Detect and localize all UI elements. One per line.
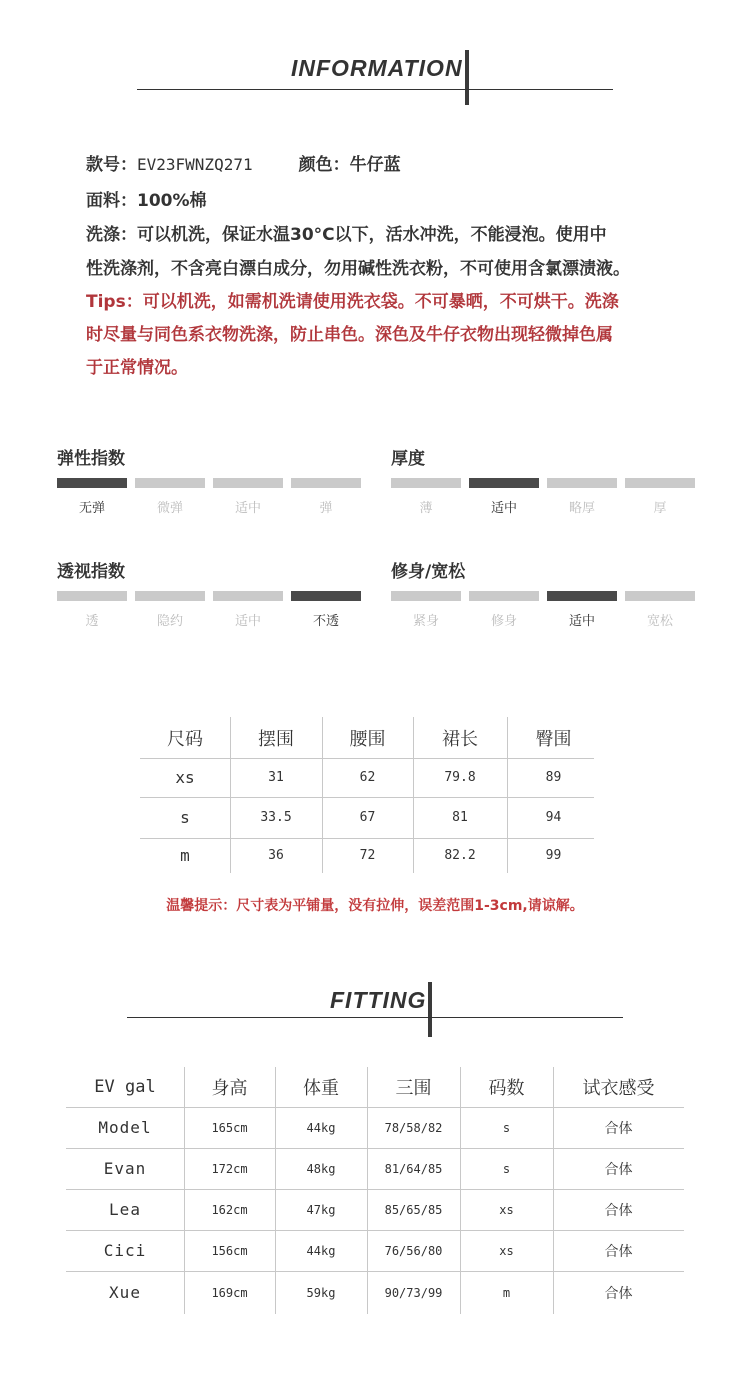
color-label: 颜色： — [298, 155, 350, 175]
fitting-table-header: 三围 — [395, 1078, 432, 1099]
fitting-table-cell: 44kg — [306, 1243, 336, 1258]
fitting-table-cell: 165cm — [211, 1120, 248, 1135]
table-column-divider — [230, 717, 231, 873]
fitting-table-header: 体重 — [303, 1078, 339, 1099]
table-row-divider — [66, 1271, 684, 1272]
table-column-divider — [553, 1067, 554, 1314]
table-column-divider — [460, 1067, 461, 1314]
table-row-divider — [140, 797, 594, 798]
fitting-table-cell: 59kg — [306, 1285, 336, 1300]
info-fabric: 面料：100%棉 — [86, 191, 207, 211]
fitting-table-header: EV gal — [94, 1077, 156, 1097]
fitting-table-cell: 81/64/85 — [384, 1161, 443, 1176]
rating-thickness — [391, 444, 696, 524]
rating-label: 修身 — [490, 614, 517, 629]
rating-label-selected: 适中 — [490, 501, 517, 516]
rating-segment — [291, 478, 361, 488]
rating-segment — [625, 591, 695, 601]
rating-segment — [213, 591, 283, 601]
table-column-divider — [322, 717, 323, 873]
fitting-table-name: Cici — [103, 1241, 147, 1260]
information-divider — [137, 89, 613, 90]
fitting-table-cell: 85/65/85 — [384, 1202, 443, 1217]
fitting-table-cell: 合体 — [604, 1161, 633, 1178]
table-row-divider — [140, 838, 594, 839]
fitting-table-header: 试衣感受 — [582, 1078, 655, 1099]
style-label: 款号： — [86, 155, 137, 175]
table-row-divider — [66, 1107, 684, 1108]
fitting-table-cell: 合体 — [604, 1243, 633, 1260]
size-table-cell: 62 — [359, 770, 376, 785]
fitting-table-cell: 48kg — [306, 1161, 336, 1176]
fitting-table-cell: 156cm — [211, 1243, 248, 1258]
fitting-table-cell: m — [502, 1285, 511, 1300]
size-table-cell: 33.5 — [260, 810, 292, 825]
size-table-row-label: m — [180, 846, 190, 865]
size-table-cell: 82.2 — [444, 848, 476, 863]
size-table-header: 摆围 — [258, 728, 294, 750]
rating-segment — [213, 478, 283, 488]
fitting-table-cell: 169cm — [211, 1285, 248, 1300]
fitting-table-cell: s — [502, 1120, 511, 1135]
fitting-table-cell: 162cm — [211, 1202, 248, 1217]
size-table-header: 臀围 — [535, 728, 572, 750]
size-table-cell: 99 — [545, 848, 562, 863]
rating-elasticity — [57, 444, 362, 524]
rating-title: 弹性指数 — [57, 449, 125, 469]
rating-fit — [391, 557, 696, 637]
rating-title: 厚度 — [391, 449, 425, 469]
size-table-header: 腰围 — [349, 728, 386, 750]
table-column-divider — [184, 1067, 185, 1314]
fitting-table-cell: 47kg — [306, 1202, 336, 1217]
fitting-table-cell: 76/56/80 — [384, 1243, 443, 1258]
fitting-title: FITTING — [330, 987, 427, 1013]
rating-label: 适中 — [234, 614, 261, 629]
size-table-cell: 31 — [268, 770, 284, 785]
rating-label: 宽松 — [646, 614, 673, 629]
rating-transparency — [57, 557, 362, 637]
size-table-row-label: xs — [175, 768, 195, 787]
rating-segment-selected — [547, 591, 617, 601]
fitting-table-cell: 合体 — [604, 1120, 633, 1137]
information-title-bar — [465, 50, 469, 105]
size-table-cell: 89 — [545, 770, 562, 785]
rating-segment — [135, 478, 205, 488]
table-column-divider — [275, 1067, 276, 1314]
info-wash-line-1: 洗涤：可以机洗，保证水温30°C以下，活水冲洗，不能浸泡。使用中 — [86, 225, 607, 245]
rating-label: 薄 — [419, 501, 433, 516]
color-value: 牛仔蓝 — [349, 155, 401, 175]
table-column-divider — [507, 717, 508, 873]
rating-segment-selected — [57, 478, 127, 488]
fitting-table-cell: s — [502, 1161, 511, 1176]
table-column-divider — [367, 1067, 368, 1314]
size-table-cell: 36 — [268, 848, 284, 863]
size-table-cell: 67 — [359, 810, 376, 825]
table-row-divider — [66, 1148, 684, 1149]
fitting-divider — [127, 1017, 623, 1018]
fitting-table-cell: 合体 — [604, 1285, 633, 1302]
fitting-table-name: Xue — [109, 1283, 141, 1302]
rating-segment — [57, 591, 127, 601]
size-table-header: 尺码 — [167, 728, 203, 750]
size-table-cell: 72 — [359, 848, 376, 863]
fitting-table-cell: xs — [499, 1243, 514, 1258]
size-table-row-label: s — [180, 808, 190, 827]
fitting-table-cell: 172cm — [211, 1161, 248, 1176]
rating-segment-selected — [291, 591, 361, 601]
rating-segment — [391, 478, 461, 488]
rating-label-selected: 不透 — [312, 614, 339, 629]
info-tips-line-1: Tips：可以机洗，如需机洗请使用洗衣袋。不可暴晒，不可烘干。洗涤 — [86, 292, 619, 312]
rating-label: 透 — [85, 614, 99, 629]
fitting-table-name: Evan — [103, 1159, 147, 1178]
fitting-title-bar — [428, 982, 432, 1037]
fitting-table-header: 码数 — [488, 1078, 525, 1099]
rating-label: 厚 — [653, 501, 667, 516]
rating-label-selected: 适中 — [568, 614, 595, 629]
info-tips-line-3: 于正常情况。 — [86, 358, 188, 378]
rating-title: 透视指数 — [57, 562, 125, 582]
rating-label: 紧身 — [412, 614, 439, 629]
fitting-table-cell: 90/73/99 — [384, 1285, 443, 1300]
rating-segment — [391, 591, 461, 601]
table-row-divider — [66, 1189, 684, 1190]
size-table-header: 裙长 — [442, 728, 478, 750]
rating-label: 略厚 — [568, 501, 595, 516]
fitting-table-cell: 合体 — [604, 1202, 633, 1219]
size-table-cell: 81 — [452, 810, 468, 825]
size-note: 温馨提示：尺寸表为平铺量，没有拉伸，误差范围1-3cm,请谅解。 — [166, 898, 584, 914]
rating-segment-selected — [469, 478, 539, 488]
info-wash-line-2: 性洗涤剂，不含亮白漂白成分，勿用碱性洗衣粉，不可使用含氯漂渍液。 — [86, 259, 630, 279]
rating-label: 适中 — [234, 501, 261, 516]
info-style-color-line — [86, 148, 401, 182]
fitting-table-cell: 78/58/82 — [384, 1120, 443, 1135]
rating-label: 弹 — [319, 501, 333, 516]
rating-segment — [625, 478, 695, 488]
rating-label-selected: 无弹 — [78, 501, 105, 516]
fitting-table-name: Lea — [109, 1200, 141, 1219]
table-row-divider — [66, 1230, 684, 1231]
style-code: EV23FWNZQ271 — [137, 155, 253, 174]
fitting-table-cell: 44kg — [306, 1120, 336, 1135]
rating-segment — [547, 478, 617, 488]
rating-label: 隐约 — [156, 614, 183, 629]
fitting-table-cell: xs — [499, 1202, 514, 1217]
table-row-divider — [140, 758, 594, 759]
rating-segment — [469, 591, 539, 601]
information-title: INFORMATION — [291, 55, 463, 81]
rating-title: 修身/宽松 — [391, 562, 466, 582]
fitting-table-name: Model — [98, 1118, 152, 1137]
size-table-cell: 79.8 — [444, 770, 476, 785]
size-table-cell: 94 — [545, 810, 562, 825]
rating-segment — [135, 591, 205, 601]
info-tips-line-2: 时尽量与同色系衣物洗涤，防止串色。深色及牛仔衣物出现轻微掉色属 — [86, 325, 613, 345]
table-column-divider — [413, 717, 414, 873]
rating-label: 微弹 — [156, 501, 183, 516]
fitting-table-header: 身高 — [211, 1078, 248, 1099]
